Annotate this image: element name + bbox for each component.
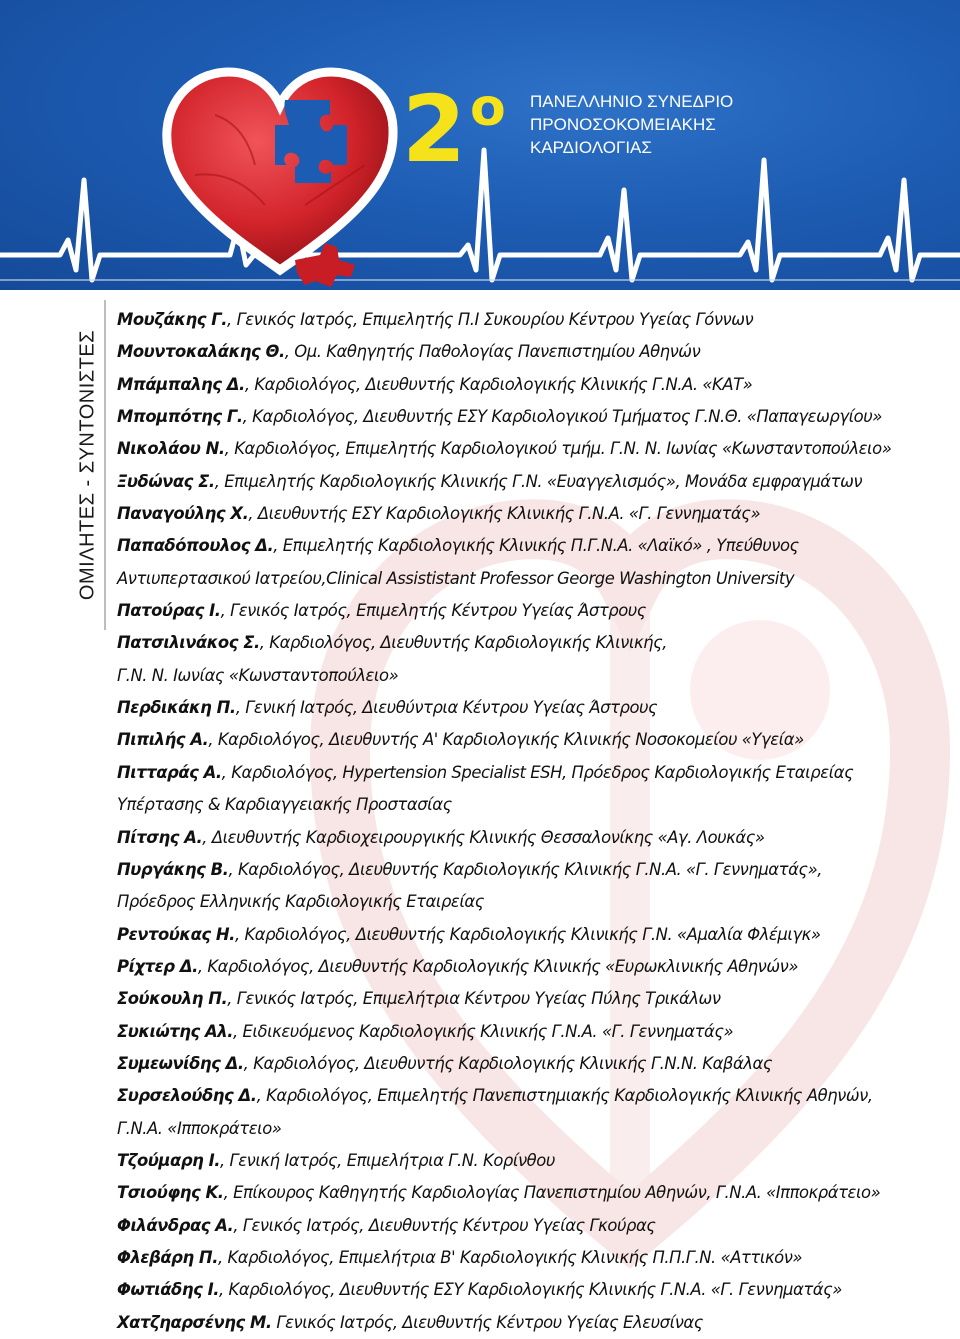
edition-ordinal: ο <box>470 78 506 138</box>
speaker-name: Πατούρας Ι. <box>117 601 221 621</box>
speaker-description: , Καρδιολόγος, Hypertension Specialist ESH, Πρόεδρος Καρδιολογικής Εταιρείας <box>221 762 854 782</box>
speaker-name: Τσιούφης Κ. <box>117 1183 224 1203</box>
speaker-name: Χατζηαρσένης Μ. <box>117 1312 272 1332</box>
speaker-description: , Καρδιολόγος, Διευθυντής ΕΣΥ Καρδιολογικής Κλινικής Γ.Ν.Α. «Γ. Γεννηματάς» <box>219 1280 842 1300</box>
speaker-description-continued: Πρόεδρος Ελληνικής Καρδιολογικής Εταιρείας <box>117 892 484 912</box>
speaker-entry <box>117 951 947 983</box>
divider <box>104 300 106 630</box>
speaker-entry <box>117 757 947 789</box>
speaker-name: Συρσελούδης Δ. <box>117 1086 257 1106</box>
speaker-description: , Καρδιολόγος, Διευθυντής Α' Καρδιολογικής Κλινικής Νοσοκομείου «Υγεία» <box>208 730 804 750</box>
speaker-description: , Καρδιολόγος, Διευθυντής Καρδιολογικής Κλινικής Γ.Ν.Α. «ΚΑΤ» <box>244 374 753 394</box>
speaker-description: , Καρδιολόγος, Επιμελήτρια Β' Καρδιολογικής Κλινικής Π.Π.Γ.Ν. «Αττικόν» <box>217 1247 803 1267</box>
speaker-entry <box>117 369 947 401</box>
header-banner <box>0 0 960 290</box>
speaker-entry <box>117 1080 947 1112</box>
speaker-entry <box>117 983 947 1015</box>
conference-title-line: ΠΑΝΕΛΛΗΝΙΟ ΣΥΝΕΔΡΙΟ <box>530 92 734 111</box>
speaker-name: Ξυδώνας Σ. <box>117 471 215 491</box>
speaker-description: , Γενικός Ιατρός, Διευθυντής Κέντρου Υγείας Γκούρας <box>233 1215 656 1235</box>
speaker-description: , Επιμελητής Καρδιολογικής Κλινικής Γ.Ν. «Ευαγγελισμός», Μονάδα εμφραγμάτων <box>214 471 863 491</box>
speaker-name: Ρίχτερ Δ. <box>117 956 198 976</box>
speaker-name: Πυργάκης Β. <box>117 859 229 879</box>
speaker-description: , Καρδιολόγος, Διευθυντής ΕΣΥ Καρδιολογικού Τμήματος Γ.Ν.Θ. «Παπαγεωργίου» <box>242 407 882 427</box>
speaker-entry <box>117 401 947 433</box>
speaker-description: Γενικός Ιατρός, Διευθυντής Κέντρου Υγείας Ελευσίνας <box>271 1312 703 1332</box>
speaker-list <box>117 304 947 1339</box>
speaker-name: Συμεωνίδης Δ. <box>117 1053 244 1073</box>
speaker-name: Φιλάνδρας Α. <box>117 1215 234 1235</box>
speaker-entry <box>117 627 947 659</box>
conference-title <box>530 90 733 159</box>
speaker-description: , Καρδιολόγος, Επιμελητής Καρδιολογικού τμήμ. Γ.Ν. Ν. Ιωνίας «Κωνσταντοπούλειο» <box>224 439 892 459</box>
speaker-description-continued: Αντιυπερτασικού Ιατρείου,Clinical Assististant Professor George Washington University <box>117 568 795 588</box>
speaker-entry <box>117 466 947 498</box>
speaker-description: , Επιμελητής Καρδιολογικής Κλινικής Π.Γ.Ν.Α. «Λαϊκό» , Υπεύθυνος <box>273 536 799 556</box>
section-label-text: ΟΜΙΛΗΤΕΣ - ΣΥΝΤΟΝΙΣΤΕΣ <box>76 329 99 601</box>
speaker-entry <box>117 595 947 627</box>
conference-title-line: ΚΑΡΔΙΟΛΟΓΙΑΣ <box>530 138 652 157</box>
ecg-line-graphic <box>0 120 960 290</box>
speaker-name: Πιπιλής Α. <box>117 730 209 750</box>
speaker-entry <box>117 692 947 724</box>
edition-number: 2 <box>402 76 463 183</box>
speaker-name: Πίτσης Α. <box>117 827 203 847</box>
speaker-description: , Καρδιολόγος, Διευθυντής Καρδιολογικής Κλινικής Γ.Ν. «Αμαλία Φλέμιγκ» <box>234 924 821 944</box>
speaker-description: , Καρδιολόγος, Επιμελητής Πανεπιστημιακής Καρδιολογικής Κλινικής Αθηνών, <box>256 1086 873 1106</box>
speaker-description: , Γενικός Ιατρός, Επιμελητής Κέντρου Υγείας Άστρους <box>220 601 646 621</box>
speaker-entry <box>117 724 947 756</box>
speaker-description: , Καρδιολόγος, Διευθυντής Καρδιολογικής Κλινικής Γ.Ν.Α. «Γ. Γεννηματάς», <box>228 859 823 879</box>
speaker-name: Παπαδόπουλος Δ. <box>117 536 274 556</box>
speaker-name: Σούκουλη Π. <box>117 989 228 1009</box>
speaker-entry <box>117 1307 947 1339</box>
speaker-description: , Καρδιολόγος, Διευθυντής Καρδιολογικής Κλινικής, <box>259 633 668 653</box>
speaker-name: Περδικάκη Π. <box>117 698 236 718</box>
speaker-name: Πατσιλινάκος Σ. <box>117 633 260 653</box>
speaker-description: , Καρδιολόγος, Διευθυντής Καρδιολογικής Κλινικής «Ευρωκλινικής Αθηνών» <box>197 956 799 976</box>
speaker-entry <box>117 854 947 886</box>
speaker-name: Μουντοκαλάκης Θ. <box>117 342 285 362</box>
speaker-name: Τζούμαρη Ι. <box>117 1150 220 1170</box>
speaker-entry <box>117 1274 947 1306</box>
puzzle-heart-icon <box>155 55 405 290</box>
speaker-entry <box>117 336 947 368</box>
speaker-entry <box>117 433 947 465</box>
speaker-name: Μπομπότης Γ. <box>117 407 243 427</box>
speaker-description: , Διευθυντής Καρδιοχειρουργικής Κλινικής Θεσσαλονίκης «Αγ. Λουκάς» <box>202 827 765 847</box>
speaker-name: Φωτιάδης Ι. <box>117 1280 220 1300</box>
speaker-description-continued: Γ.Ν.Α. «Ιπποκράτειο» <box>117 1118 282 1138</box>
speaker-description: , Γενική Ιατρός, Επιμελήτρια Γ.Ν. Κορίνθου <box>220 1150 555 1170</box>
speaker-entry <box>117 919 947 951</box>
speaker-entry <box>117 1177 947 1209</box>
speaker-entry <box>117 1016 947 1048</box>
speaker-name: Νικολάου Ν. <box>117 439 225 459</box>
speaker-entry <box>117 1048 947 1080</box>
speaker-entry <box>117 1242 947 1274</box>
speaker-entry <box>117 1145 947 1177</box>
speaker-description: , Ομ. Καθηγητής Παθολογίας Πανεπιστημίου Αθηνών <box>284 342 701 362</box>
speaker-name: Συκιώτης Αλ. <box>117 1021 233 1041</box>
speaker-entry <box>117 530 947 562</box>
speaker-description-continued: Υπέρτασης & Καρδιαγγειακής Προστασίας <box>117 795 452 815</box>
speaker-entry <box>117 304 947 336</box>
speaker-description: , Γενικός Ιατρός, Επιμελητής Π.Ι Συκουρίου Κέντρου Υγείας Γόννων <box>227 310 754 329</box>
speaker-entry <box>117 498 947 530</box>
speaker-description: , Καρδιολόγος, Διευθυντής Καρδιολογικής Κλινικής Γ.Ν.Ν. Καβάλας <box>243 1053 773 1073</box>
speaker-description: , Γενική Ιατρός, Διευθύντρια Κέντρου Υγείας Άστρους <box>235 698 658 718</box>
conference-title-line: ΠΡΟΝΟΣΟΚΟΜΕΙΑΚΗΣ <box>530 115 716 134</box>
speaker-name: Μουζάκης Γ. <box>117 310 228 329</box>
speaker-description: , Ειδικευόμενος Καρδιολογικής Κλινικής Γ.Ν.Α. «Γ. Γεννηματάς» <box>232 1021 734 1041</box>
speaker-description-continued: Γ.Ν. Ν. Ιωνίας «Κωνσταντοπούλειο» <box>117 665 399 685</box>
speaker-entry <box>117 822 947 854</box>
speaker-name: Ρεντούκας Η. <box>117 924 235 944</box>
speaker-name: Παναγούλης Χ. <box>117 504 249 524</box>
speaker-description: , Γενικός Ιατρός, Επιμελήτρια Κέντρου Υγείας Πύλης Τρικάλων <box>227 989 721 1009</box>
speaker-name: Φλεβάρη Π. <box>117 1247 218 1267</box>
speaker-name: Πιτταράς Α. <box>117 762 222 782</box>
speaker-description: , Διευθυντής ΕΣΥ Καρδιολογικής Κλινικής Γ.Ν.Α. «Γ. Γεννηματάς» <box>248 504 761 524</box>
speaker-description: , Επίκουρος Καθηγητής Καρδιολογίας Πανεπιστημίου Αθηνών, Γ.Ν.Α. «Ιπποκράτειο» <box>223 1183 881 1203</box>
speaker-name: Μπάμπαλης Δ. <box>117 374 245 394</box>
speaker-entry <box>117 1210 947 1242</box>
